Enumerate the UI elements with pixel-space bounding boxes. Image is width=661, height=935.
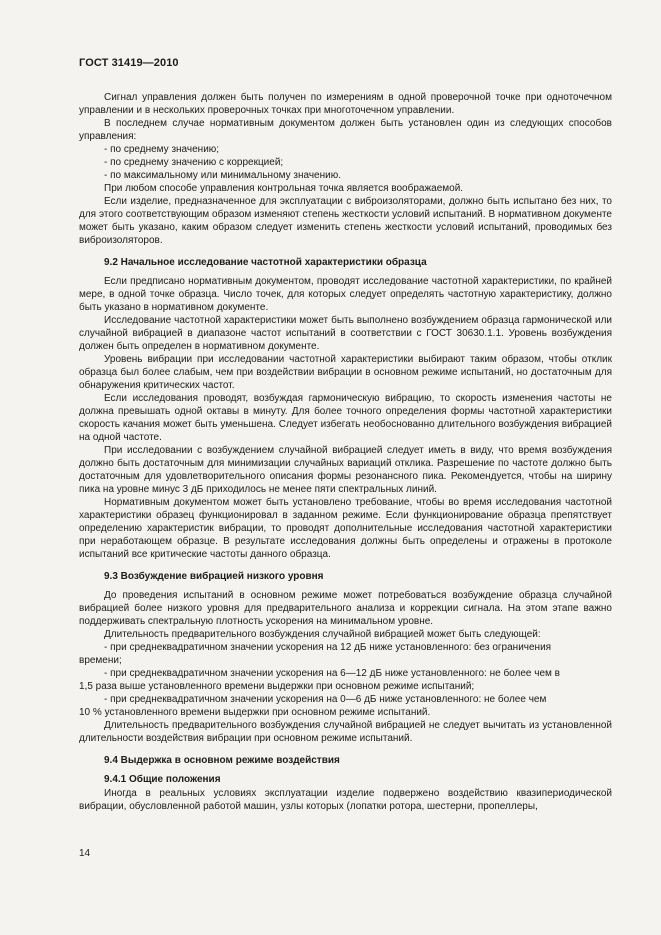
section-heading-9-2: 9.2 Начальное исследование частотной характеристики образца xyxy=(104,257,427,268)
paragraph: В последнем случае нормативным документом должен быть установлен один из следующих способов управления: xyxy=(79,118,612,142)
document-header: ГОСТ 31419—2010 xyxy=(79,57,179,69)
document-body xyxy=(79,91,612,813)
paragraph: Если изделие, предназначенное для эксплуатации с виброизоляторами, должно быть испытано без них, то для этого соответствующим образом изменяют степень жесткости условий испытаний. В нормативном документе может быть указано, каким образом следует изменить степень жесткости условий испытаний, проводимых без виброизоляторов. xyxy=(79,196,612,246)
section-heading-9-3: 9.3 Возбуждение вибрацией низкого уровня xyxy=(104,571,324,582)
list-item-continuation: времени; xyxy=(79,655,122,666)
paragraph: Если исследования проводят, возбуждая гармоническую вибрацию, то скорость изменения частоты не должна превышать одной октавы в минуту. Для более точного определения формы частотной характеристики скорость качания может быть уменьшена. Следует избегать необоснованно длительного возбуждения вибрацией на одной частоте. xyxy=(79,393,612,443)
paragraph: Если предписано нормативным документом, проводят исследование частотной характеристики, по крайней мере, в одной точке образца. Число точек, для которых следует определять частотную характеристику, должно быть указано в нормативном документе. xyxy=(79,276,612,313)
page-number: 14 xyxy=(79,848,91,859)
paragraph: Длительность предварительного возбуждения случайной вибрацией может быть следующей: xyxy=(104,629,541,640)
subsection-heading-9-4-1: 9.4.1 Общие положения xyxy=(104,774,221,785)
list-item: - по среднему значению; xyxy=(104,144,220,155)
paragraph: Длительность предварительного возбуждения случайной вибрацией не следует вычитать из установленной длительности воздействия вибрации при основном режиме испытаний. xyxy=(79,720,612,744)
list-item: - при среднеквадратичном значении ускорения на 0—6 дБ ниже установленного: не более чем xyxy=(104,694,547,705)
section-heading-9-4: 9.4 Выдержка в основном режиме воздействия xyxy=(104,755,340,766)
list-item: - по среднему значению с коррекцией; xyxy=(104,157,284,168)
list-item: - при среднеквадратичном значении ускорения на 12 дБ ниже установленного: без ограничения xyxy=(104,642,552,653)
list-item-continuation: 10 % установленного времени выдержки при основном режиме испытаний. xyxy=(79,707,431,718)
list-item: - по максимальному или минимальному значению. xyxy=(104,170,341,181)
paragraph: Нормативным документом может быть установлено требование, чтобы во время исследования частотной характеристики образец функционировал в заданном режиме. Если функционирование образца препятствует определению характеристик вибрации, то проводят дополнительные исследования частотной характеристики при неработающем образце. В результате исследования должны быть определены и отражены в протоколе испытаний все критические частоты данного образца. xyxy=(79,497,612,560)
paragraph: До проведения испытаний в основном режиме может потребоваться возбуждение образца случайной вибрацией более низкого уровня для предварительного анализа и коррекции сигнала. На этом этапе важно поддерживать спектральную плотность ускорения на минимальном уровне. xyxy=(79,590,612,627)
paragraph: При исследовании с возбуждением случайной вибрацией следует иметь в виду, что время возбуждения должно быть достаточным для минимизации случайных вариаций отклика. Разрешение по частоте должно быть достаточным для удовлетворительного описания формы резонансного пика. Рекомендуется, чтобы на ширину пика на уровне минус 3 дБ приходилось не менее пяти спектральных линий. xyxy=(79,445,612,495)
paragraph: Исследование частотной характеристики может быть выполнено возбуждением образца гармонической или случайной вибрацией в диапазоне частот испытаний в соответствии с ГОСТ 30630.1.1. Уровень возбуждения должен быть определен в нормативном документе. xyxy=(79,315,612,352)
paragraph: Уровень вибрации при исследовании частотной характеристики выбирают таким образом, чтобы отклик образца был более слабым, чем при воздействии вибрации в основном режиме испытаний, но достаточным для обнаружения критических частот. xyxy=(79,354,612,391)
list-item: - при среднеквадратичном значении ускорения на 6—12 дБ ниже установленного: не более чем в xyxy=(104,668,560,679)
paragraph: Иногда в реальных условиях эксплуатации изделие подвержено воздействию квазипериодической вибрации, обусловленной работой машин, узлы которых (лопатки ротора, шестерни, пропеллеры, xyxy=(79,788,612,812)
paragraph: Сигнал управления должен быть получен по измерениям в одной проверочной точке при одноточечном управлении и в нескольких проверочных точках при многоточечном управлении. xyxy=(79,92,612,116)
paragraph: При любом способе управления контрольная точка является воображаемой. xyxy=(104,183,464,194)
list-item-continuation: 1,5 раза выше установленного времени выдержки при основном режиме испытаний; xyxy=(79,681,475,692)
